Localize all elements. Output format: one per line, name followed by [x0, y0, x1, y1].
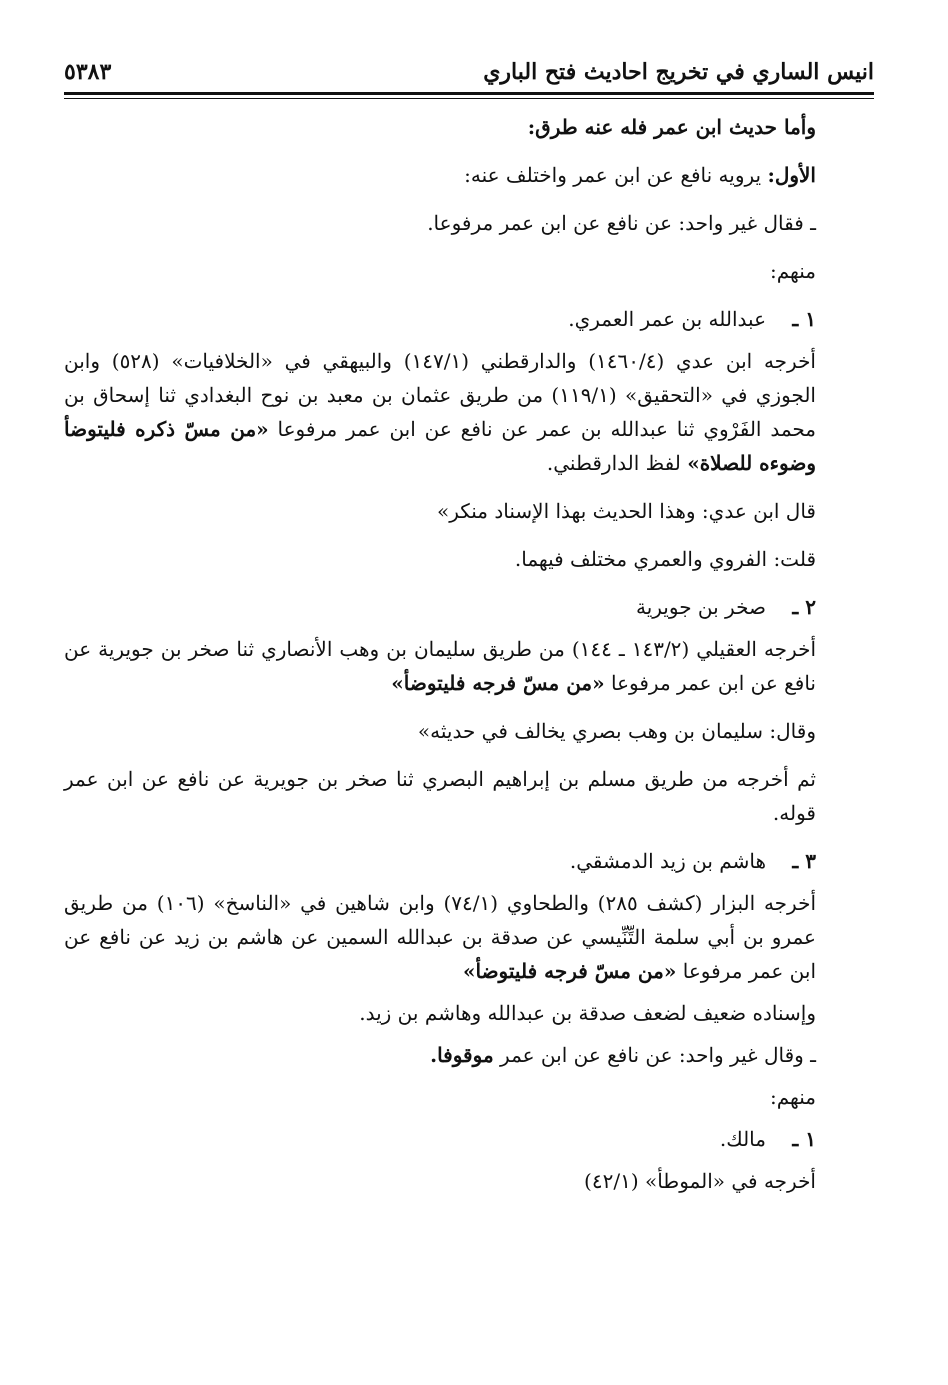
page-number: ٥٣٨٣	[64, 59, 112, 85]
narrator-2-takhrij: أخرجه العقيلي (١٤٣/٢ ـ ١٤٤) من طريق سليمان بن وهب الأنصاري ثنا صخر بن جويرية عن نافع عن ابن عمر مرفوعا «من مسّ فرجه فليتوضأ»	[64, 637, 816, 695]
mawquf-narrator-1: ١ ـمالك.	[719, 1127, 816, 1151]
narrator-1-takhrij: أخرجه ابن عدي (١٤٦٠/٤) والدارقطني (١٤٧/١) والبيهقي في «الخلافيات» (٥٢٨) وابن الجوزي في «التحقيق» (١١٩/١) من طريق عثمان بن معبد بن نوح البغدادي ثنا إسحاق بن محمد الفَرْوي ثنا عبدالله بن عمر عن نافع عن ابن عمر مرفوعا «من مسّ ذكره فليتوضأ وضوءه للصلاة» لفظ الدارقطني.	[64, 349, 817, 475]
narrator-1-comment: قلت: الفروي والعمري مختلف فيهما.	[514, 547, 816, 571]
mawquf-narrator-1-takhrij: أخرجه في «الموطأ» (٤٢/١)	[584, 1169, 816, 1193]
header-rule-thick	[64, 92, 874, 95]
first-label: الأول:	[767, 163, 816, 187]
narrator-3-takhrij: أخرجه البزار (كشف ٢٨٥) والطحاوي (٧٤/١) وابن شاهين في «الناسخ» (١٠٦) من طريق عمرو بن أبي سلمة التِّنِّيسي عن صدقة بن عبدالله السمين عن هاشم بن زيد عن نافع عن ابن عمر مرفوعا «من مسّ فرجه فليتوضأ»	[64, 891, 817, 983]
minhum-heading-2: منهم:	[769, 1085, 816, 1109]
header-rule-thin	[64, 98, 874, 99]
main-text	[64, 110, 874, 1350]
narrator-2-uqayli: وقال: سليمان بن وهب بصري يخالف في حديثه»	[417, 719, 816, 743]
first-route: الأول: يرويه نافع عن ابن عمر واختلف عنه:	[464, 163, 816, 187]
narrator-3-grading: وإسناده ضعيف لضعف صدقة بن عبدالله وهاشم بن زيد.	[359, 1001, 816, 1025]
running-header	[64, 52, 874, 92]
narrator-2-mawquf: ثم أخرجه من طريق مسلم بن إبراهيم البصري ثنا صخر بن جويرية عن نافع عن ابن عمر قوله.	[64, 767, 816, 825]
narrator-2: ٢ ـصخر بن جويرية	[635, 595, 816, 619]
narrator-1: ١ ـعبدالله بن عمر العمري.	[568, 307, 816, 331]
said-many-mawquf: ـ وقال غير واحد: عن نافع عن ابن عمر موقوفا.	[430, 1043, 816, 1067]
section-intro: وأما حديث ابن عمر فله عنه طرق:	[527, 115, 816, 139]
book-title: انيس الساري في تخريج احاديث فتح الباري	[483, 59, 874, 85]
minhum-heading-1: منهم:	[769, 259, 816, 283]
narrator-3: ٣ ـهاشم بن زيد الدمشقي.	[569, 849, 816, 873]
narrator-1-ibn-adi: قال ابن عدي: وهذا الحديث بهذا الإسناد منكر»	[436, 499, 816, 523]
said-many-marfu: ـ فقال غير واحد: عن نافع عن ابن عمر مرفوعا.	[427, 211, 816, 235]
